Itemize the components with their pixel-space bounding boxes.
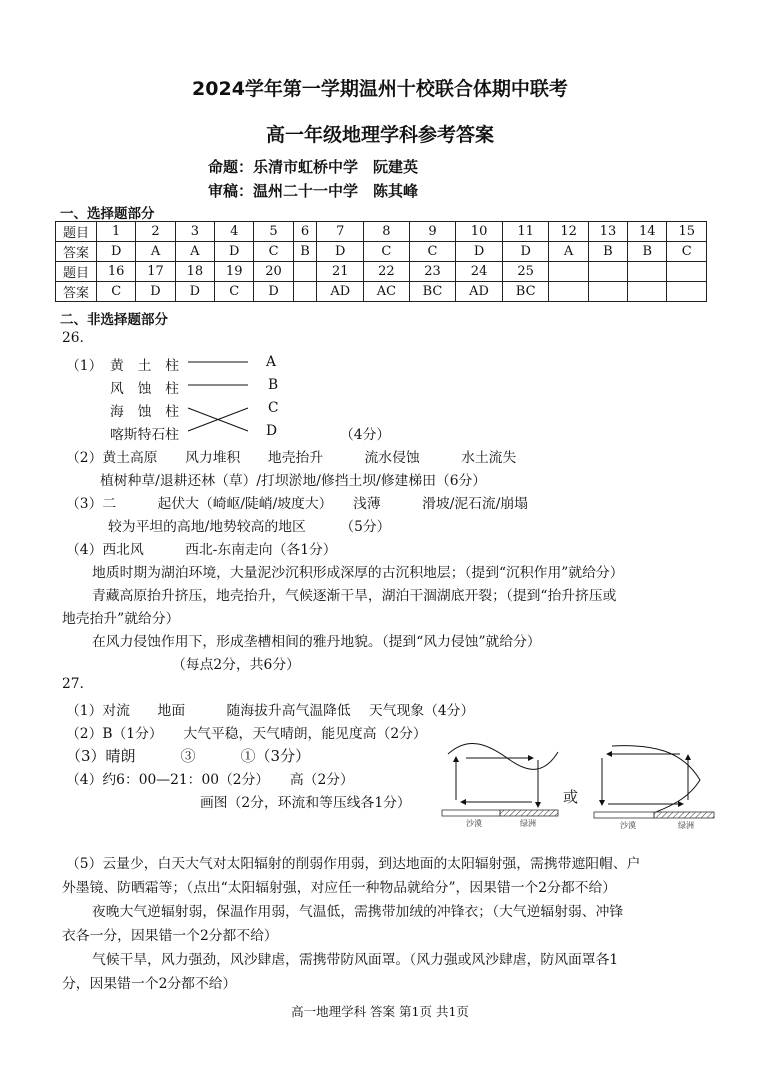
section-choice-heading: 一、选择题部分 <box>60 206 155 222</box>
q27-p2: （2）B（1分） 大气平稳，天气晴朗，能见度高（2分） <box>66 726 427 742</box>
table-cell: B <box>588 242 627 262</box>
q27-number: 27. <box>62 676 84 692</box>
table-row-label: 题目 <box>56 262 97 282</box>
table-cell: A <box>136 242 175 262</box>
q26-p4-line4: 地壳抬升”就给分） <box>62 611 180 627</box>
q27-p5-line1: （5）云量少，白天大气对太阳辐射的削弱作用弱，到达地面的太阳辐射强，需携带遮阳帽、户 <box>66 856 641 872</box>
author-line: 命题：乐清市虹桥中学 阮建英 <box>208 158 419 176</box>
table-cell: 6 <box>293 222 317 242</box>
match-left-3: 海 蚀 柱 <box>110 404 179 420</box>
table-cell: 22 <box>364 262 410 282</box>
table-cell: BC <box>409 282 456 302</box>
table-cell <box>293 262 317 282</box>
table-row <box>56 262 707 282</box>
table-cell: 25 <box>502 262 549 282</box>
table-cell: D <box>254 282 293 302</box>
table-cell: B <box>628 242 667 262</box>
table-row <box>56 282 707 302</box>
table-cell: D <box>136 282 175 302</box>
or-text: 或 <box>563 788 579 806</box>
table-cell: 3 <box>175 222 214 242</box>
match-right-3: C <box>268 400 279 416</box>
q26-p2-line2: 植树种草/退耕还林（草）/打坝淤地/修挡土坝/修建梯田（6分） <box>100 473 487 489</box>
match-right-2: B <box>268 377 279 393</box>
match-right-4: D <box>266 423 278 439</box>
diagram-left-label-desert: 沙漠 <box>466 819 482 828</box>
table-cell: 8 <box>364 222 410 242</box>
table-row-label: 题目 <box>56 222 97 242</box>
q26-p4-line2: 地质时期为湖泊环境，大量泥沙沉积形成深厚的古沉积地层；（提到“沉积作用”就给分） <box>92 565 624 581</box>
table-cell: C <box>409 242 456 262</box>
q26-p4-line5: 在风力侵蚀作用下，形成垄槽相间的雅丹地貌。（提到“风力侵蚀”就给分） <box>92 634 541 650</box>
q26-p4-line1: （4）西北风 西北-东南走向（各1分） <box>66 542 337 558</box>
table-cell: BC <box>502 282 549 302</box>
q26-p1-label: （1） <box>66 358 103 374</box>
table-cell: 17 <box>136 262 175 282</box>
table-cell <box>628 282 667 302</box>
table-cell: 16 <box>97 262 136 282</box>
table-cell <box>588 282 627 302</box>
table-cell <box>588 262 627 282</box>
table-cell: A <box>549 242 588 262</box>
q26-p4-score: （每点2分，共6分） <box>172 657 300 673</box>
table-cell: 9 <box>409 222 456 242</box>
table-cell <box>628 262 667 282</box>
q27-p5-line3: 夜晚大气逆辐射弱，保温作用弱，气温低，需携带加绒的冲锋衣；（大气逆辐射弱、冲锋 <box>92 904 624 920</box>
q26-p3-line1: （3）二 起伏大（崎岖/陡峭/坡度大） 浅薄 滑坡/泥石流/崩塌 <box>66 496 528 512</box>
q27-p5-line4: 衣各一分，因果错一个2分都不给） <box>62 928 278 944</box>
table-cell <box>667 282 707 302</box>
table-cell: 23 <box>409 262 456 282</box>
circulation-diagram-right <box>592 740 720 832</box>
table-cell: C <box>215 282 254 302</box>
circulation-diagram-left <box>440 738 564 830</box>
q27-p4-line1: （4）约6：00—21：00（2分） 高（2分） <box>66 772 354 788</box>
table-cell: B <box>293 242 317 262</box>
table-cell: 2 <box>136 222 175 242</box>
table-cell: 1 <box>97 222 136 242</box>
table-cell: C <box>97 282 136 302</box>
answer-table <box>55 221 707 302</box>
table-cell: D <box>502 242 549 262</box>
table-row-label: 答案 <box>56 282 97 302</box>
table-cell: 20 <box>254 262 293 282</box>
diagram-right-label-desert: 沙漠 <box>620 821 636 830</box>
table-row-label: 答案 <box>56 242 97 262</box>
q27-p1: （1）对流 地面 随海拔升高气温降低 天气现象（4分） <box>66 703 475 719</box>
q27-p5-line2: 外墨镜、防晒霜等；（点出“太阳辐射强，对应任一种物品就给分”，因果错一个2分都不给） <box>62 880 617 896</box>
page-subtitle: 高一年级地理学科参考答案 <box>265 124 494 146</box>
page-footer: 高一地理学科 答案 第1页 共1页 <box>291 1004 469 1019</box>
q26-p4-line3: 青藏高原抬升挤压，地壳抬升，气候逐渐干旱，湖泊干涸湖底开裂；（提到“抬升挤压或 <box>92 588 617 604</box>
table-cell: 10 <box>456 222 503 242</box>
q27-p5-line6: 分，因果错一个2分都不给） <box>62 976 237 992</box>
match-left-4: 喀斯特石柱 <box>110 427 179 443</box>
table-cell: 12 <box>549 222 588 242</box>
q26-p1-score: （4分） <box>340 427 391 443</box>
table-cell: D <box>175 282 214 302</box>
table-cell: 4 <box>215 222 254 242</box>
table-cell: 18 <box>175 262 214 282</box>
q27-p4-line2: 画图（2分，环流和等压线各1分） <box>200 795 411 811</box>
table-cell: 11 <box>502 222 549 242</box>
table-cell: C <box>667 242 707 262</box>
table-cell: AD <box>456 282 503 302</box>
diagram-left-label-oasis: 绿洲 <box>520 819 536 828</box>
diagram-right-label-oasis: 绿洲 <box>678 821 694 830</box>
table-cell: 19 <box>215 262 254 282</box>
table-cell: 15 <box>667 222 707 242</box>
table-cell: 7 <box>317 222 364 242</box>
review-line: 审稿：温州二十一中学 陈其峰 <box>208 182 419 200</box>
table-cell <box>549 282 588 302</box>
table-row <box>56 222 707 242</box>
table-cell: AC <box>364 282 410 302</box>
table-cell: 21 <box>317 262 364 282</box>
table-cell: D <box>97 242 136 262</box>
table-cell: D <box>215 242 254 262</box>
q27-p5-line5: 气候干旱，风力强劲，风沙肆虐，需携带防风面罩。（风力强或风沙肆虐，防风面罩各1 <box>92 952 619 968</box>
table-cell <box>667 262 707 282</box>
table-cell: 24 <box>456 262 503 282</box>
table-cell: D <box>456 242 503 262</box>
q27-p3: （3）晴朗 ③ ①（3分） <box>66 747 311 765</box>
page-title: 2024学年第一学期温州十校联合体期中联考 <box>192 78 568 100</box>
q26-number: 26. <box>62 330 84 346</box>
matching-lines <box>186 350 256 440</box>
table-cell: A <box>175 242 214 262</box>
table-cell: 14 <box>628 222 667 242</box>
q26-p3-line2: 较为平坦的高地/地势较高的地区 （5分） <box>108 519 391 535</box>
table-cell <box>549 262 588 282</box>
section-nonchoice-heading: 二、非选择题部分 <box>60 312 168 328</box>
match-left-2: 风 蚀 柱 <box>110 381 179 397</box>
table-cell <box>293 282 317 302</box>
table-cell: D <box>317 242 364 262</box>
table-cell: 13 <box>588 222 627 242</box>
q26-p2-line1: （2）黄土高原 风力堆积 地壳抬升 流水侵蚀 水土流失 <box>66 450 517 466</box>
table-cell: 5 <box>254 222 293 242</box>
table-row <box>56 242 707 262</box>
match-right-1: A <box>266 354 276 370</box>
table-cell: AD <box>317 282 364 302</box>
table-cell: C <box>254 242 293 262</box>
table-cell: C <box>364 242 410 262</box>
match-left-1: 黄 土 柱 <box>110 358 179 374</box>
